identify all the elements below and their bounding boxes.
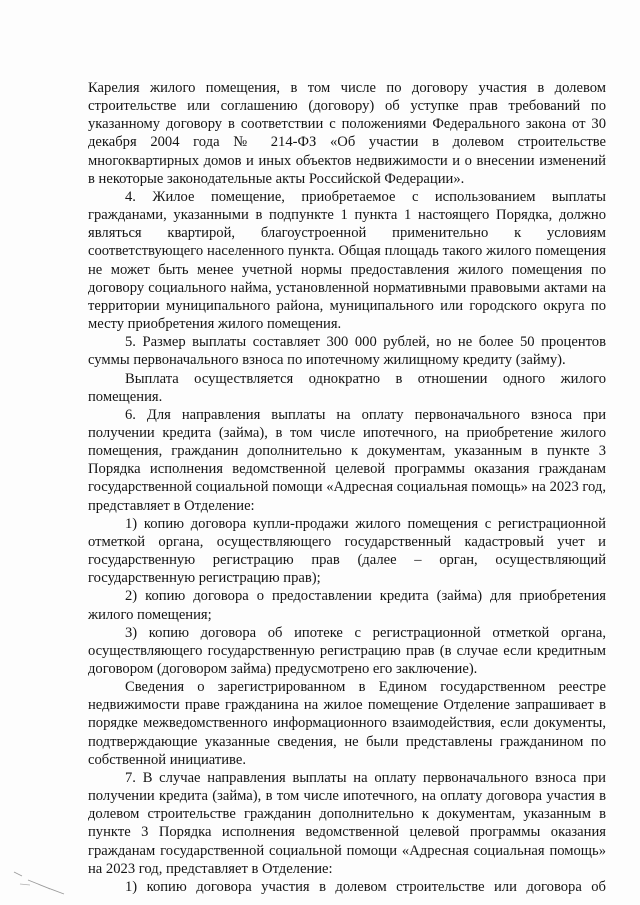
paragraph-item-6: 6. Для направления выплаты на оплату первоначального взноса при получении кредита (займа), в том числе ипотечного, на приобретение жилого помещения, гражданин дополнительно к документам, указанным в пункте 3 Порядка исполнения ведомственной целевой программы оказания гражданам государственной социальной помощи «Адресная социальная помощь» на 2023 год, представляет в Отделение: [88,406,606,514]
pen-mark-icon [8,860,78,900]
paragraph-payment-once: Выплата осуществляется однократно в отношении одного жилого помещения. [88,370,606,405]
document-body [88,79,606,896]
paragraph-item-5: 5. Размер выплаты составляет 300 000 рублей, но не более 50 процентов суммы первоначального взноса по ипотечному жилищному кредиту (займу). [88,334,606,369]
paragraph-item-4: 4. Жилое помещение, приобретаемое с использованием выплаты гражданами, указанными в подпункте 1 пункта 1 настоящего Порядка, должно являться квартирой, благоустроенной применительно к условиям соответствующего населенного пункта. Общая площадь такого жилого помещения не может быть менее учетной нормы предоставления жилого помещения по договору социального найма, установленной нормативными правовыми актами на территории муниципального района, муниципального или городского округа по месту приобретения жилого помещения. [88,188,606,333]
paragraph-registry-info: Сведения о зарегистрированном в Едином государственном реестре недвижимости праве гражданина на жилое помещение Отделение запрашивает в порядке межведомственного информационного взаимодействия, если документы, подтверждающие указанные сведения, не были представлены гражданином по собственной инициативе. [88,679,606,768]
paragraph-item-7: 7. В случае направления выплаты на оплату первоначального взноса при получении кредита (займа), в том числе ипотечного, на оплату договора участия в долевом строительстве гражданин дополнительно к документам, указанным в пункте 3 Порядка исполнения ведомственной целевой программы оказания гражданам государственной социальной помощи «Адресная социальная помощь» на 2023 год, представляет в Отделение: [88,769,606,877]
paragraph-item-6-sub-2: 2) копию договора о предоставлении кредита (займа) для приобретения жилого помещения; [88,588,606,623]
paragraph-continuation: Карелия жилого помещения, в том числе по договору участия в долевом строительстве или соглашению (договору) об уступке прав требований по указанному договору в соответствии с положениями Федерального закона от 30 декабря 2004 года № 214-ФЗ «Об участии в долевом строительстве многоквартирных домов и иных объектов недвижимости и о внесении изменений в некоторые законодательные акты Российской Федерации». [88,80,606,187]
paragraph-item-6-sub-1: 1) копию договора купли-продажи жилого помещения с регистрационной отметкой органа, осуществляющего государственный кадастровый учет и государственную регистрацию прав (далее – орган, осуществляющий государственную регистрацию прав); [88,515,606,587]
paragraph-item-6-sub-3: 3) копию договора об ипотеке с регистрационной отметкой органа, осуществляющего государственную регистрацию прав (в случае если кредитным договором (договором займа) предусмотрено его заключение). [88,624,606,677]
paragraph-item-7-sub-1: 1) копию договора участия в долевом строительстве или договора об [125,878,606,895]
